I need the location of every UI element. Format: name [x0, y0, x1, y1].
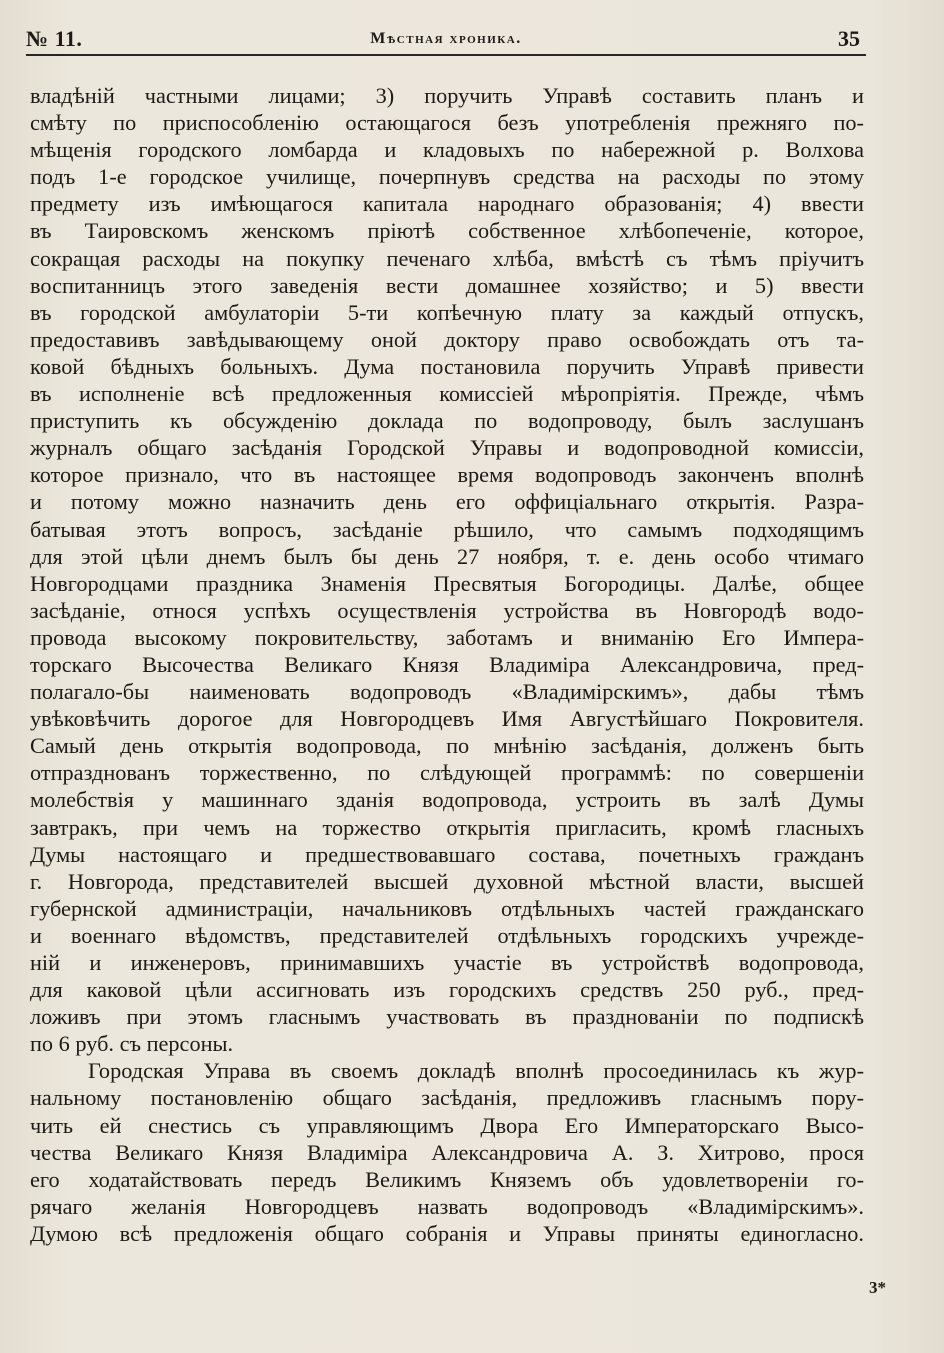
text-line: чить ей снестись съ управляющимъ Двора Его Императорскаго Высо- — [30, 1112, 864, 1138]
text-line: воспитанницъ этого заведенія вести домашнее хозяйство; и 5) ввести — [30, 272, 864, 298]
text-line: Думою всѣ предложенія общаго собранія и Управы приняты единогласно. — [30, 1220, 864, 1246]
text-line: и военнаго вѣдомствъ, представителей отдѣльныхъ городскихъ учрежде- — [30, 922, 864, 948]
text-line: батывая этотъ вопросъ, засѣданіе рѣшило, что самымъ подходящимъ — [30, 516, 864, 542]
text-line: рячаго желанія Новгородцевъ назвать водопроводъ «Владимірскимъ». — [30, 1193, 864, 1219]
text-line: въ исполненіе всѣ предложенныя комиссіей мѣропріятія. Прежде, чѣмъ — [30, 381, 864, 407]
text-line: полагало-бы наименовать водопроводъ «Владимірскимъ», дабы тѣмъ — [30, 679, 864, 705]
text-line: приступить къ обсужденію доклада по водопроводу, былъ заслушанъ — [30, 408, 864, 434]
text-line: молебствія у машиннаго зданія водопровода, устроить въ залѣ Думы — [30, 787, 864, 813]
text-line: журналъ общаго засѣданія Городской Управы и водопроводной комиссіи, — [30, 435, 864, 461]
text-line: подъ 1-е городское училище, почерпнувъ средства на расходы по этому — [30, 164, 864, 190]
running-header — [26, 24, 866, 56]
text-line: въ городской амбулаторіи 5-ти копѣечную плату за каждый отпускъ, — [30, 299, 864, 325]
issue-number: № 11. — [26, 26, 83, 51]
text-line: владѣній частными лицами; 3) поручить Управѣ составить планъ и — [30, 83, 864, 108]
text-line: ній и инженеровъ, принимавшихъ участіе въ устройствѣ водопровода, — [30, 950, 864, 975]
text-line: торскаго Высочества Великаго Князя Владиміра Александровича, пред- — [30, 651, 864, 677]
text-line: Новгородцами праздника Знаменія Пресвятыя Богородицы. Далѣе, общее — [30, 570, 864, 596]
text-line: ковой бѣдныхъ больныхъ. Дума постановила поручить Управѣ привести — [30, 353, 864, 379]
text-line: въ Таировскомъ женскомъ пріютѣ собственное хлѣбопеченіе, которое, — [30, 218, 864, 244]
text-line: сокращая расходы на покупку печенаго хлѣба, вмѣстѣ съ тѣмъ пріучитъ — [30, 245, 864, 271]
text-line: предоставивъ завѣдывающему оной доктору право освобождать отъ та- — [30, 326, 864, 352]
text-line: провода высокому покровительству, заботамъ и вниманію Его Импера- — [30, 624, 864, 650]
text-line: для этой цѣли днемъ былъ бы день 27 ноября, т. е. день особо чтимаго — [30, 543, 864, 569]
section-title: Мѣстная хроника. — [370, 30, 522, 47]
paragraph-start-line: Городская Управа въ своемъ докладѣ вполнѣ просоединилась къ жур- — [88, 1058, 864, 1084]
text-line: чества Великаго Князя Владиміра Александровича А. З. Хитрово, прося — [30, 1139, 864, 1165]
text-line: засѣданіе, относя успѣхъ осуществленія устройства въ Новгородѣ водо- — [30, 597, 864, 623]
text-line: ложивъ при этомъ гласнымъ участвовать въ празднованіи по подпискѣ — [30, 1004, 864, 1030]
body-text — [30, 82, 864, 1247]
signature-mark: 3* — [869, 1278, 886, 1297]
text-line: его ходатайствовать передъ Великимъ Княземъ объ удовлетвореніи го- — [30, 1166, 864, 1192]
text-line: увѣковѣчить дорогое для Новгородцевъ Имя Августѣйшаго Покровителя. — [30, 706, 864, 732]
page-number: 35 — [838, 26, 860, 51]
text-line: губернской администраціи, начальниковъ отдѣльныхъ частей гражданскаго — [30, 895, 864, 921]
text-line: смѣту по приспособленію остающагося безъ употребленія прежняго по- — [30, 110, 864, 136]
paragraph-end-line: по 6 руб. съ персоны. — [30, 1031, 234, 1057]
text-line: нальному постановленію общаго засѣданія, предложивъ гласнымъ пору- — [30, 1085, 864, 1111]
text-line: Думы настоящаго и предшествовавшаго состава, почетныхъ гражданъ — [30, 841, 864, 867]
text-line: г. Новгорода, представителей высшей духовной мѣстной власти, высшей — [30, 868, 864, 894]
text-line: для каковой цѣли ассигновать изъ городскихъ средствъ 250 руб., пред- — [30, 977, 864, 1003]
text-line: которое признало, что въ настоящее время водопроводъ законченъ вполнѣ — [30, 462, 864, 488]
text-line: Самый день открытія водопровода, по мнѣнію засѣданія, долженъ быть — [30, 733, 864, 759]
text-line: отпразднованъ торжественно, по слѣдующей программѣ: по совершеніи — [30, 760, 864, 786]
text-line: завтракъ, при чемъ на торжество открытія пригласить, кромѣ гласныхъ — [30, 814, 864, 840]
text-line: предмету изъ имѣющагося капитала народнаго образованія; 4) ввести — [30, 191, 864, 217]
text-line: и потому можно назначить день его оффиціальнаго открытія. Разра- — [30, 489, 864, 515]
text-line: мѣщенія городского ломбарда и кладовыхъ по набережной р. Волхова — [30, 137, 864, 163]
